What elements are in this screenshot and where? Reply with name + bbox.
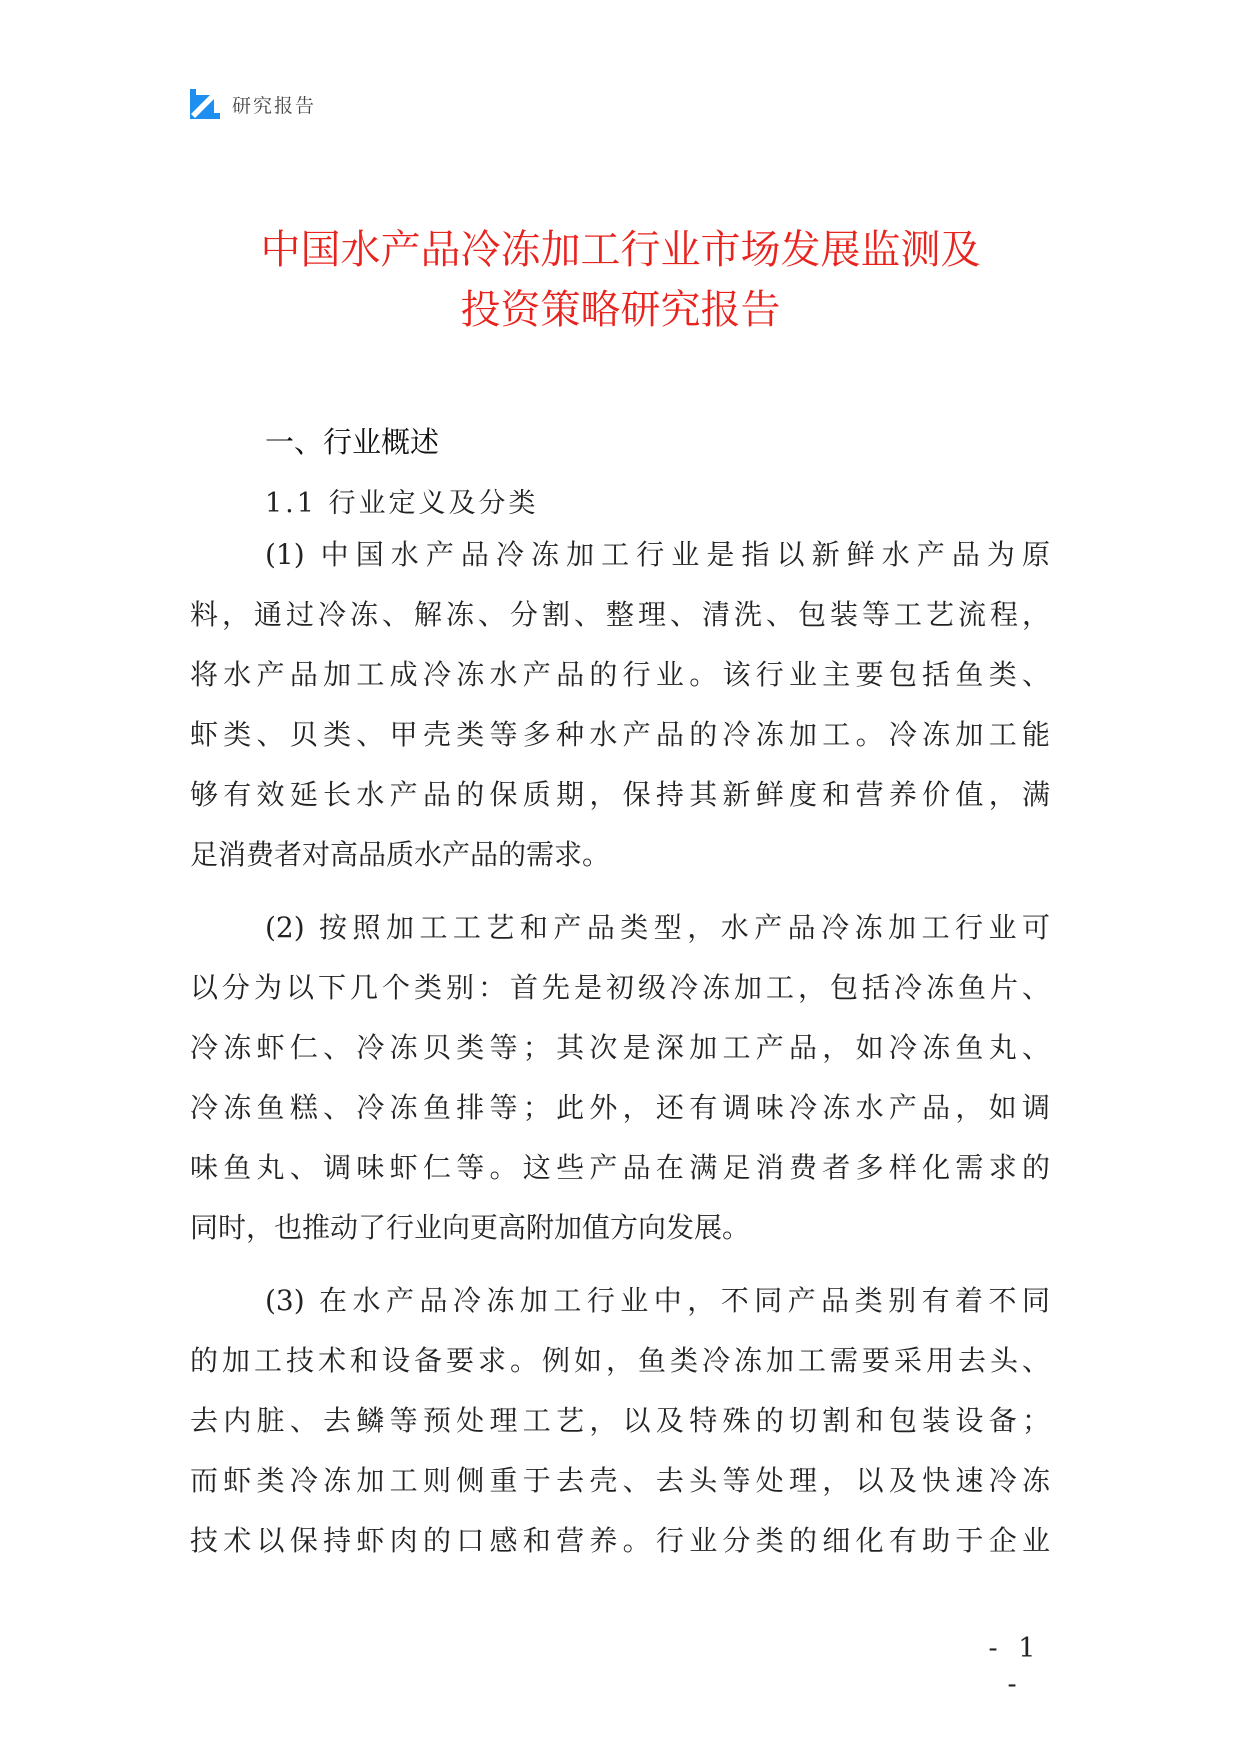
report-header: [190, 88, 316, 120]
paragraph-1-line: 足消费者对高品质水产品的需求。: [190, 838, 611, 871]
paragraph-2-line: 同时，也推动了行业向更高附加值方向发展。: [190, 1211, 751, 1244]
header-label: 研究报告: [232, 94, 317, 117]
paragraph-2-line: 以分为以下几个类别：首先是初级冷冻加工，包括冷冻鱼片、: [190, 971, 1050, 1004]
section-heading: 一、行业概述: [265, 425, 440, 459]
arrow-up-right-icon: [190, 89, 220, 119]
paragraph-3-line: (3) 在水产品冷冻加工行业中，不同产品类别有着不同: [265, 1284, 1050, 1317]
paragraph-2-line: (2) 按照加工工艺和产品类型，水产品冷冻加工行业可: [265, 911, 1050, 944]
paragraph-3-line: 而虾类冷冻加工则侧重于去壳、去头等处理，以及快速冷冻: [190, 1464, 1050, 1497]
paragraph-2-line: 冷冻虾仁、冷冻贝类等；其次是深加工产品，如冷冻鱼丸、: [190, 1031, 1050, 1064]
document-title-line-1: 中国水产品冷冻加工行业市场发展监测及: [260, 227, 981, 273]
paragraph-1-line: 料，通过冷冻、解冻、分割、整理、清洗、包装等工艺流程，: [190, 598, 1050, 631]
paragraph-3-line: 去内脏、去鳞等预处理工艺，以及特殊的切割和包装设备；: [190, 1404, 1050, 1437]
paragraph-2-line: 味鱼丸、调味虾仁等。这些产品在满足消费者多样化需求的: [190, 1151, 1050, 1184]
paragraph-1-line: 够有效延长水产品的保质期，保持其新鲜度和营养价值，满: [190, 778, 1050, 811]
paragraph-2-line: 冷冻鱼糕、冷冻鱼排等；此外，还有调味冷冻水产品，如调: [190, 1091, 1050, 1124]
paragraph-1-line: (1) 中国水产品冷冻加工行业是指以新鲜水产品为原: [265, 538, 1050, 571]
subsection-heading: 1.1 行业定义及分类: [265, 488, 539, 519]
paragraph-3-line: 的加工技术和设备要求。例如，鱼类冷冻加工需要采用去头、: [190, 1344, 1050, 1377]
paragraph-3-line: 技术以保持虾肉的口感和营养。行业分类的细化有助于企业: [190, 1524, 1050, 1557]
paragraph-1-line: 虾类、贝类、甲壳类等多种水产品的冷冻加工。冷冻加工能: [190, 718, 1050, 751]
paragraph-1-line: 将水产品加工成冷冻水产品的行业。该行业主要包括鱼类、: [190, 658, 1050, 691]
page-number: - 1 -: [988, 1633, 1042, 1700]
document-title-line-2: 投资策略研究报告: [460, 287, 781, 333]
